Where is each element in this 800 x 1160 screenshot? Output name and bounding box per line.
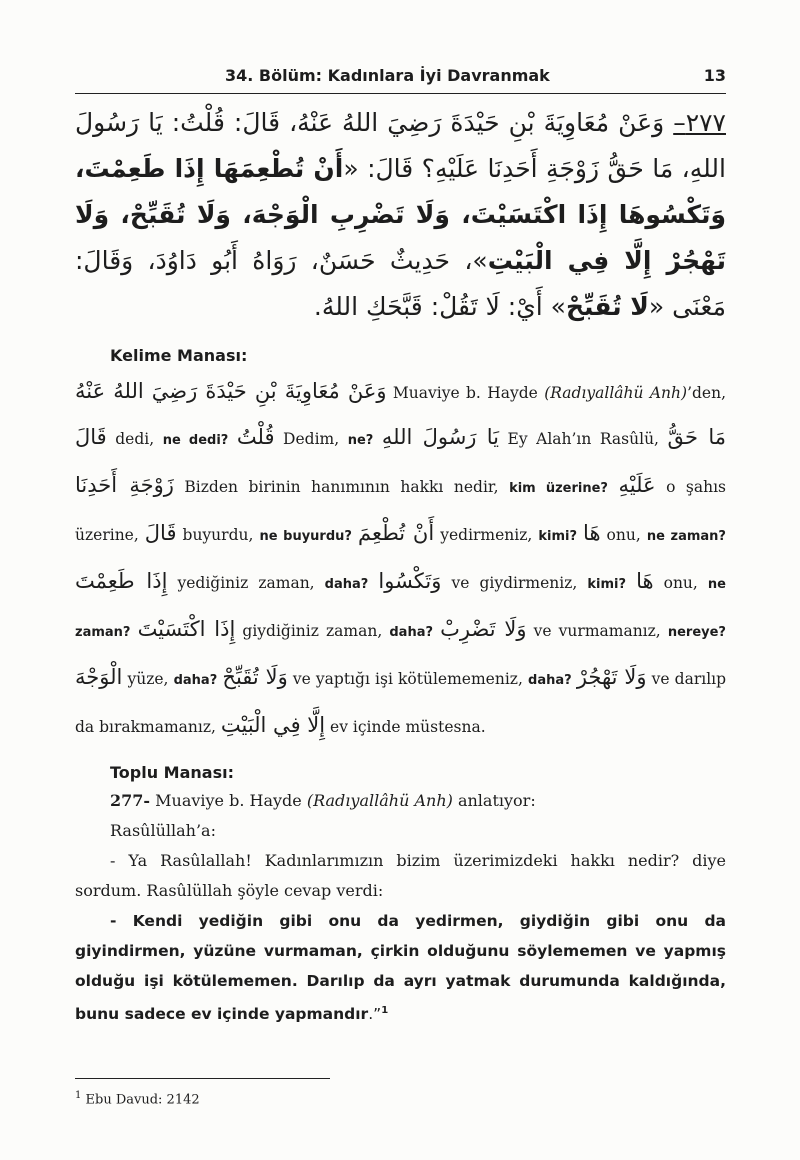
vocab-tr-11: ve giydirmeniz, xyxy=(441,574,588,592)
vocab-ar-11: وَتَكْسُوا xyxy=(378,569,442,593)
vocab-tr-9: onu, xyxy=(600,526,647,544)
hadith-arabic-text xyxy=(75,100,726,330)
vocab-tr-3: Dedim, xyxy=(274,430,348,448)
vocab-ar-5: مَا حَقُّ زَوْجَةِ أَحَدِنَا xyxy=(75,425,726,497)
vocab-ar-14: وَلَا تَضْرِبْ xyxy=(440,617,527,641)
vocab-ar-13: إِذَا اكْتَسَيْتَ xyxy=(137,617,236,641)
hadith-arabic-bold1: أَنْ تُطْعِمَهَا إِذَا طَعِمْتَ، وَتَكْسُوهَا إِذَا اكْتَسَيْتَ، وَلَا تَضْرِبِ الْوَجْهَ، وَلَا تُقَبِّحْ، وَلَا تَهْجُرْ إِلَّا فِي الْبَيْتِ xyxy=(75,154,726,275)
summary-answer-end: .” xyxy=(368,1005,382,1024)
vocab-tr-1: Muaviye b. Hayde xyxy=(386,384,545,402)
vocab-q-15: daha? xyxy=(173,673,218,688)
footnote-mark: 1 xyxy=(75,1090,82,1101)
hadith-arabic-bold2: لَا تُقَبِّحْ xyxy=(565,292,649,321)
vocab-tr-1b: ’den, xyxy=(687,384,727,402)
vocab-paragraph xyxy=(75,369,726,749)
vocab-tr-5: Bizden birinin hanımının hakkı nedir, xyxy=(173,478,510,496)
hadith-number: ٢٧٧– xyxy=(673,108,726,137)
vocab-ar-4: يَا رَسُولَ اللهِ xyxy=(381,425,499,449)
summary-question: - Ya Rasûlallah! Kadınlarımızın bizim üzerimizdeki hakkı nedir? diye sordum. Rasûlüllah şöyle cevap verdi: xyxy=(75,851,726,900)
vocab-q-16: daha? xyxy=(528,673,572,688)
vocab-ar-10: إِذَا طَعِمْتَ xyxy=(75,569,168,593)
vocab-tr-15: yüze, xyxy=(122,670,174,688)
vocab-tr-13: giydiğiniz zaman, xyxy=(235,622,390,640)
hadith-arabic-part1: وَعَنْ مُعَاوِيَةَ بْنِ حَيْدَةَ رَضِيَ اللهُ عَنْهُ، قَالَ: قُلْتُ: يَا رَسُولَ اللهِ، مَا حَقُّ زَوْجَةِ أَحَدِنَا عَلَيْهِ؟ قَالَ: « xyxy=(75,108,726,183)
vocab-tr-4: Ey Alah’ın Rasûlü, xyxy=(498,430,668,448)
vocab-honorific-1: (Radıyallâhü Anh) xyxy=(544,384,688,402)
vocab-ar-1: وَعَنْ مُعَاوِيَةَ بْنِ حَيْدَةَ رَضِيَ اللهُ عَنْهُ xyxy=(75,379,387,403)
footnote-reference[interactable]: 1 xyxy=(381,1005,389,1016)
summary-intro-text: Muaviye b. Hayde xyxy=(150,791,307,810)
page-number: 13 xyxy=(703,66,726,85)
vocab-tr-7: buyurdu, xyxy=(176,526,260,544)
vocab-ar-6: عَلَيْهِ xyxy=(618,473,656,497)
footnote xyxy=(75,1090,200,1107)
vocab-ar-18: إِلَّا فِي الْبَيْتِ xyxy=(220,713,326,737)
vocab-q-10: daha? xyxy=(324,577,369,592)
vocab-tr-17: ve darılıp da bırakmamanız, xyxy=(75,670,727,736)
vocab-tr-12: onu, xyxy=(653,574,708,592)
hadith-arabic-part2: »، حَدِيثٌ حَسَنٌ، رَوَاهُ أَبُو دَاوُدَ، وَقَالَ: مَعْنَى « xyxy=(75,246,726,321)
vocab-q-5: kim üzerine? xyxy=(509,481,608,496)
running-header xyxy=(75,58,726,94)
vocab-ar-15: الْوَجْهَ xyxy=(75,665,123,689)
summary-answer xyxy=(75,906,726,1029)
vocab-ar-9: هَا xyxy=(583,521,601,545)
vocab-tr-14: ve vurmamanız, xyxy=(526,622,668,640)
vocab-tr-10: yediğiniz zaman, xyxy=(167,574,325,592)
vocab-ar-3: قُلْتُ xyxy=(236,425,275,449)
vocab-q-2: ne dedi? xyxy=(162,433,229,448)
vocab-tr-18: ev içinde müstesna. xyxy=(325,718,486,736)
vocab-ar-16: وَلَا تُقَبِّحْ xyxy=(222,665,288,689)
vocab-tr-6: o şahıs üzerine, xyxy=(75,478,727,544)
chapter-title: 34. Bölüm: Kadınlara İyi Davranmak xyxy=(225,66,550,85)
vocab-q-7: ne buyurdu? xyxy=(259,529,352,544)
summary-honorific: (Radıyallâhü Anh) xyxy=(306,791,453,810)
summary-intro-end: anlatıyor: xyxy=(452,791,536,810)
vocab-heading: Kelime Manası: xyxy=(110,346,248,365)
footnote-text: Ebu Davud: 2142 xyxy=(81,1092,200,1108)
vocab-ar-2: قَالَ xyxy=(75,425,107,449)
vocab-q-3: ne? xyxy=(347,433,374,448)
vocab-q-14: nereye? xyxy=(667,625,726,640)
vocab-ar-12: هَا xyxy=(636,569,654,593)
summary-text xyxy=(75,786,726,1029)
footnote-divider xyxy=(75,1078,330,1079)
hadith-arabic-part3: » أَيْ: لَا تَقُلْ: قَبَّحَكِ اللهُ. xyxy=(313,292,566,321)
vocab-tr-2: dedi, xyxy=(106,430,163,448)
vocab-q-8: kimi? xyxy=(538,529,578,544)
summary-number: 277- xyxy=(110,791,151,810)
vocab-q-13: daha? xyxy=(389,625,434,640)
vocab-q-11: kimi? xyxy=(587,577,626,592)
vocab-ar-8: أَنْ تُطْعِمَ xyxy=(357,521,435,545)
vocab-q-12: ne zaman? xyxy=(75,577,726,640)
summary-heading: Toplu Manası: xyxy=(110,763,234,782)
vocab-ar-17: وَلَا تَهْجُرْ xyxy=(576,665,647,689)
vocab-ar-7: قَالَ xyxy=(144,521,177,545)
vocab-tr-16: ve yaptığı işi kötülememeniz, xyxy=(287,670,529,688)
book-page xyxy=(75,58,726,1029)
summary-answer-text: - Kendi yediğin gibi onu da yedirmen, giydiğin gibi onu da giyindirmen, yüzüne vurmaman, çirkin olduğunu söylememen ve yapmış olduğu işi kötülememen. Darılıp da ayrı yatmak durumunda kaldığında, bunu sadece ev içinde yapmandır xyxy=(75,912,726,1024)
summary-intro xyxy=(75,786,726,816)
vocab-tr-8: yedirmeniz, xyxy=(434,526,539,544)
vocab-q-9: ne zaman? xyxy=(646,529,726,544)
summary-line2: Rasûlüllah’a: xyxy=(110,821,216,840)
